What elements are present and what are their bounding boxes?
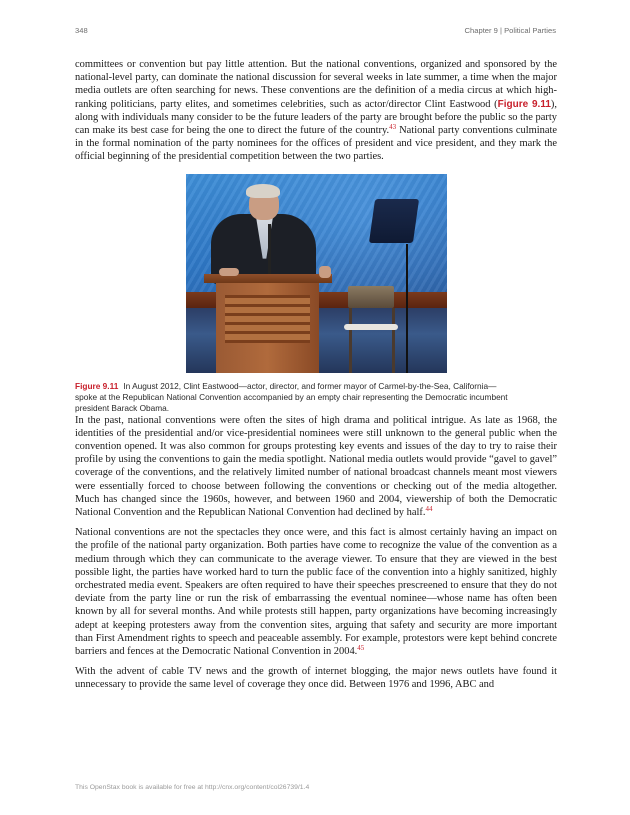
teleprompter-pole <box>406 244 408 373</box>
figure-caption <box>75 381 557 414</box>
chair-leg <box>349 308 352 373</box>
running-header <box>75 26 556 38</box>
paragraph-4 <box>75 665 557 691</box>
teleprompter <box>368 199 418 243</box>
paragraph-3 <box>75 526 557 658</box>
empty-chair-back <box>348 286 394 308</box>
microphone <box>268 224 271 274</box>
paragraph-text: With the advent of cable TV news and the growth of internet blogging, the major news outlets have found it unnecessary to provide the same level of coverage they once did. Between 1976 and 1996, ABC and <box>75 666 557 691</box>
footnote-link[interactable]: 44 <box>425 505 433 514</box>
speaker-hair <box>246 184 280 198</box>
paragraph-text: National conventions are not the spectacles they once were, and this fact is almost certainly having an impact on the profile of the national party organization. Both parties have come to recognize the value of the convention as a medium through which they can communicate to the average viewer. To ensure that they are viewed in the best possible light, the parties have worked hard to turn the public face of the convention into a highly sanitized, highly orchestrated media event. Speakers are often required to have their speeches prescreened to ensure that they do not deviate from the party line or run the risk of embarrassing the eventual nominee—whose name has often been known by all for several months. And while protests still happen, party organizations have becoming increasingly adept at keeping protesters away from the convention sites, arguing that safety and security are more important than First Amendment rights to speech and peaceable assembly. For example, protestors were kept behind concrete barriers and fences at the Democratic National Convention in 2004. <box>75 527 557 658</box>
footnote-link[interactable]: 45 <box>357 644 365 653</box>
chapter-title: Chapter 9 | Political Parties <box>464 26 556 35</box>
figure-label: Figure 9.11 <box>75 380 119 391</box>
caption-text: In August 2012, Clint Eastwood—actor, director, and former mayor of Carmel-by-the-Sea, California—spoke at the Republican National Convention accompanied by an empty chair representing the Democratic incumbent president Barack Obama. <box>75 380 508 413</box>
speaker-hand <box>219 268 239 276</box>
paragraph-text: National party conventions culminate in the formal nomination of the party nominees for the offices of president and vice president, and they mark the official beginning of the presidential competition between the two parties. <box>75 125 558 163</box>
footnote-link[interactable]: 43 <box>389 123 397 132</box>
figure-link[interactable]: Figure 9.11 <box>497 98 551 110</box>
paragraph-text: ), along with individuals many consider to be the future leaders of the party are brought before the public so the party can make its best case for being the one to direct the future of the country. <box>75 98 557 137</box>
speaker-hand <box>319 266 331 278</box>
figure-image <box>186 174 447 373</box>
page-footer: This OpenStax book is available for free at http://cnx.org/content/col26739/1.4 <box>75 784 310 791</box>
podium-slats <box>225 295 310 343</box>
paragraph-text: committees or convention but pay little attention. But the national conventions, organized and sponsored by the national-level party, can dominate the national discussion for several weeks in late summer, a time when the major media outlets are often searching for news. These conventions are the definition of a media circus at which high-ranking politicians, party elites, and sometimes celebrities, such as actor/director Clint Eastwood ( <box>75 59 557 110</box>
paragraph-text: In the past, national conventions were often the sites of high drama and political intrigue. As late as 1968, the identities of the presidential and/or vice-presidential nominees were still unknown to the general public when the convention opened. It was also common for groups protesting key events and issues of the day to try to raise their profile by using the conventions to gain the media spotlight. National media outlets would provide “gavel to gavel” coverage of the conventions, and the relatively limited number of national broadcast channels meant most viewers were essentially forced to choose between following the conventions or checking out of the media altogether. Much has changed since the 1960s, however, and between 1960 and 2004, viewership of both the Democratic National Convention and the Republican National Convention had declined by half. <box>75 414 557 519</box>
page-number: 348 <box>75 26 88 35</box>
podium <box>216 283 319 373</box>
paragraph-1 <box>75 58 557 164</box>
page-content <box>75 58 557 699</box>
chair-leg <box>392 308 395 373</box>
empty-chair-seat <box>344 324 398 330</box>
figure <box>75 174 557 414</box>
paragraph-2 <box>75 414 557 520</box>
